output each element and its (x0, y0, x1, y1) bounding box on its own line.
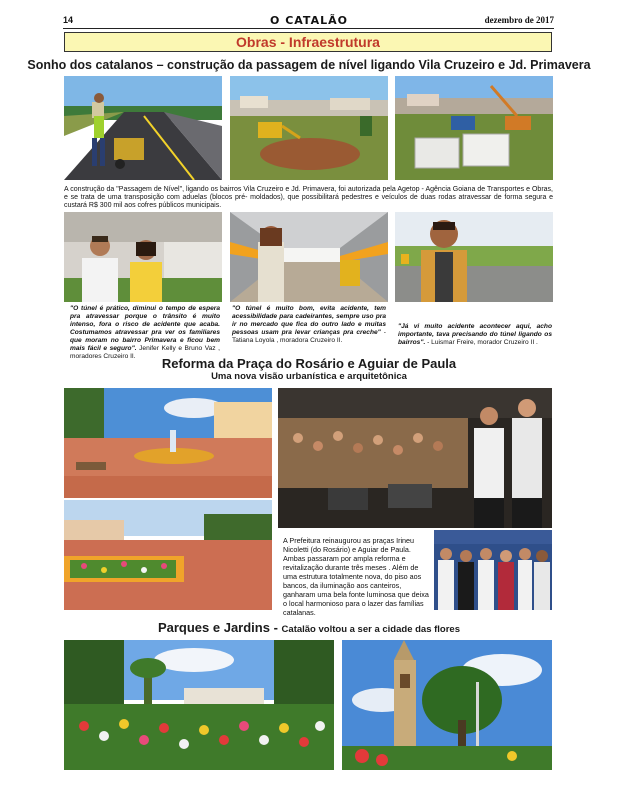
photo-concrete-blocks (395, 76, 553, 180)
article3-headline (0, 620, 618, 635)
quote-jenifer-bruno (70, 305, 220, 361)
quote-attribution: Jenifer Kelly e Bruno Vaz , moradores Cruzeiro II. (70, 345, 220, 360)
photo-square-fountain (64, 388, 272, 498)
page-number: 14 (63, 15, 74, 25)
photo-square-garden (64, 500, 272, 610)
quote-attribution: -Tatiana Loyola , moradora Cruzeiro II. (232, 329, 386, 344)
quote-text: "O túnel é prático, diminui o tempo de espera pra atravessar porque o trânsito é muito intenso, fora o risco de acidente que acaba. Costumamos atravessar pra ver os familiares que moram no bairro Primavera e ficou bem mais fácil e seguro". (70, 305, 220, 352)
photo-officials-group (434, 530, 552, 610)
publication-name: O CATALÃO (270, 14, 348, 27)
photo-tunnel-interior (230, 212, 388, 302)
photo-inauguration-crowd (278, 388, 552, 528)
issue-date: dezembro de 2017 (484, 15, 554, 25)
photo-worker-cutting-road (64, 76, 222, 180)
article3-subtitle: Catalão voltou a ser a cidade das flores (281, 624, 461, 635)
article1-headline: Sonho dos catalanos – construção da passagem de nível ligando Vila Cruzeiro e Jd. Primavera (27, 58, 591, 72)
photo-excavator-site (230, 76, 388, 180)
quote-attribution: - Luismar Freire, morador Cruzeiro II . (427, 339, 538, 346)
quote-tatiana (232, 305, 386, 345)
article1-caption: A construção da "Passagem de Nível", ligando os bairros Vila Cruzeiro e Jd. Primavera, foi autorizada pela Agetop - Agência Goiana de Transportes e Obras, e se trata de uma transposição com aduelas (blocos pré- moldados), que possibilitará pedestres e veículos de duas rodas atravessar de forma segura e custará R$ 300 mil aos cofres públicos municipais. (64, 186, 553, 209)
quote-text: "O túnel é muito bom, evita acidente, tem acessibilidade para cadeirantes, sempre uso pra ir no mercado que fica do outro lado e muitas pessoas usam pra levar crianças pra creche" (232, 305, 386, 336)
article3-title: Parques e Jardins - (157, 620, 278, 635)
photo-church-tower (342, 640, 552, 770)
photo-male-resident (395, 212, 553, 302)
section-title: Obras - Infraestrutura (64, 32, 552, 52)
article2-body: A Prefeitura reinaugurou as praças Irineu Nicoletti (do Rosário) e Aguiar de Paula. Ambas passaram por ampla reforma e revitalização durante três meses . Além de uma estrutura totalmente nova, do piso aos bancos, da iluminação aos canteiros, ganharam uma bela fonte luminosa que deixa o local harmonioso para o lazer das famílias catalanas. (283, 536, 429, 617)
quote-text: "Já vi muito acidente acontecer aqui, acho importante, tava precisando do túnel ligando os bairros". (398, 323, 552, 346)
header-rule (63, 28, 554, 29)
photo-flower-garden (64, 640, 334, 770)
photo-couple-residents (64, 212, 222, 302)
article2-subheadline: Uma nova visão urbanística e arquitetônica (211, 371, 407, 382)
article2-headline: Reforma da Praça do Rosário e Aguiar de Paula (161, 356, 457, 371)
quote-luismar (398, 323, 552, 347)
